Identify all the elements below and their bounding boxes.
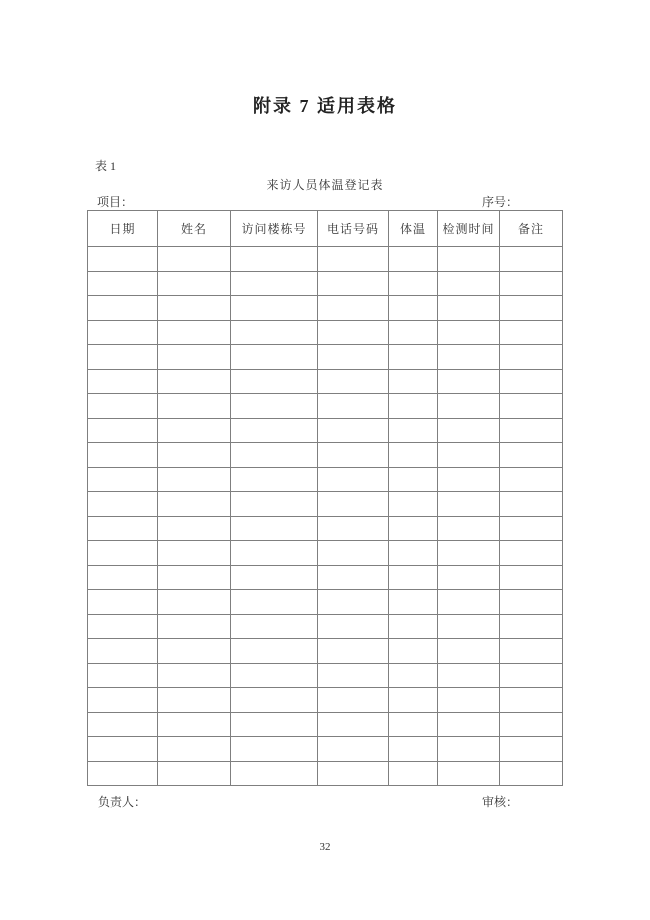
- table-cell: [231, 443, 318, 468]
- table-cell: [500, 443, 563, 468]
- table-cell: [88, 541, 158, 566]
- table-cell: [158, 492, 231, 517]
- table-cell: [88, 271, 158, 296]
- table-cell: [231, 394, 318, 419]
- table-cell: [88, 565, 158, 590]
- table-cell: [389, 565, 438, 590]
- table-row: [88, 467, 563, 492]
- table-cell: [88, 516, 158, 541]
- table-cell: [158, 761, 231, 786]
- table-cell: [438, 663, 500, 688]
- table-row: [88, 320, 563, 345]
- table-cell: [158, 541, 231, 566]
- table-cell: [438, 565, 500, 590]
- table-cell: [389, 761, 438, 786]
- table-cell: [438, 320, 500, 345]
- serial-number-label: 序号：: [482, 195, 519, 209]
- table-row: [88, 565, 563, 590]
- table-cell: [318, 247, 389, 272]
- table-cell: [500, 320, 563, 345]
- table-cell: [438, 761, 500, 786]
- table-cell: [158, 639, 231, 664]
- table-cell: [158, 345, 231, 370]
- table-cell: [231, 369, 318, 394]
- table-cell: [438, 492, 500, 517]
- table-cell: [500, 565, 563, 590]
- table-cell: [500, 761, 563, 786]
- table-cell: [389, 369, 438, 394]
- table-cell: [231, 614, 318, 639]
- table-cell: [318, 394, 389, 419]
- table-cell: [438, 590, 500, 615]
- table-cell: [500, 590, 563, 615]
- table-cell: [500, 247, 563, 272]
- table-cell: [158, 614, 231, 639]
- table-cell: [231, 565, 318, 590]
- table-cell: [88, 418, 158, 443]
- table-cell: [389, 541, 438, 566]
- table-cell: [389, 639, 438, 664]
- table-cell: [158, 590, 231, 615]
- table-cell: [318, 761, 389, 786]
- table-cell: [318, 688, 389, 713]
- review-label: 审核：: [482, 795, 519, 809]
- table-cell: [389, 271, 438, 296]
- table-cell: [231, 467, 318, 492]
- table-row: [88, 247, 563, 272]
- table-cell: [88, 639, 158, 664]
- table-cell: [88, 345, 158, 370]
- table-cell: [318, 296, 389, 321]
- table-row: [88, 394, 563, 419]
- table-cell: [231, 541, 318, 566]
- table-cell: [500, 516, 563, 541]
- table-cell: [438, 271, 500, 296]
- table-cell: [231, 590, 318, 615]
- table-row: [88, 296, 563, 321]
- table-cell: [389, 614, 438, 639]
- table-row: [88, 492, 563, 517]
- table-cell: [231, 639, 318, 664]
- table-number-label: 表 1: [95, 159, 117, 173]
- table-cell: [318, 467, 389, 492]
- table-cell: [500, 394, 563, 419]
- table-cell: [500, 467, 563, 492]
- table-cell: [438, 394, 500, 419]
- table-cell: [158, 688, 231, 713]
- table-cell: [389, 712, 438, 737]
- column-header: 备注: [500, 211, 563, 247]
- table-cell: [158, 271, 231, 296]
- table-body: [88, 247, 563, 786]
- table-cell: [231, 247, 318, 272]
- table-cell: [158, 247, 231, 272]
- table-cell: [158, 712, 231, 737]
- table-cell: [231, 663, 318, 688]
- table-cell: [231, 712, 318, 737]
- table-cell: [158, 296, 231, 321]
- temperature-registration-table: [87, 210, 563, 786]
- table-cell: [88, 663, 158, 688]
- table-cell: [88, 492, 158, 517]
- table-cell: [318, 639, 389, 664]
- table-row: [88, 712, 563, 737]
- table-cell: [500, 663, 563, 688]
- table-cell: [88, 296, 158, 321]
- table-cell: [389, 418, 438, 443]
- table-cell: [500, 639, 563, 664]
- table-cell: [158, 663, 231, 688]
- table-cell: [231, 737, 318, 762]
- table-row: [88, 516, 563, 541]
- column-header: 日期: [88, 211, 158, 247]
- table-cell: [389, 737, 438, 762]
- table-cell: [438, 418, 500, 443]
- table-cell: [88, 443, 158, 468]
- page-number: 32: [319, 841, 331, 853]
- column-header: 电话号码: [318, 211, 389, 247]
- table-cell: [438, 541, 500, 566]
- table-cell: [318, 443, 389, 468]
- table-cell: [389, 590, 438, 615]
- table-cell: [438, 369, 500, 394]
- table-row: [88, 418, 563, 443]
- table-cell: [389, 663, 438, 688]
- table-cell: [389, 394, 438, 419]
- table-cell: [158, 565, 231, 590]
- table-cell: [438, 296, 500, 321]
- table-cell: [500, 271, 563, 296]
- table-cell: [389, 492, 438, 517]
- table-cell: [88, 247, 158, 272]
- table-row: [88, 688, 563, 713]
- table-cell: [318, 541, 389, 566]
- table-cell: [389, 296, 438, 321]
- table-cell: [389, 247, 438, 272]
- column-header: 访问楼栋号: [231, 211, 318, 247]
- table-cell: [500, 688, 563, 713]
- table-cell: [231, 688, 318, 713]
- table-cell: [438, 712, 500, 737]
- table-header-row: [88, 211, 563, 247]
- table-cell: [500, 737, 563, 762]
- table-cell: [158, 443, 231, 468]
- table-cell: [438, 516, 500, 541]
- table-cell: [389, 443, 438, 468]
- table-cell: [500, 712, 563, 737]
- table-cell: [158, 516, 231, 541]
- table-cell: [158, 320, 231, 345]
- table-cell: [500, 418, 563, 443]
- table-cell: [389, 688, 438, 713]
- table-cell: [318, 492, 389, 517]
- table-cell: [88, 688, 158, 713]
- table-row: [88, 369, 563, 394]
- table-cell: [500, 492, 563, 517]
- table-cell: [88, 590, 158, 615]
- table-cell: [500, 614, 563, 639]
- table-cell: [88, 369, 158, 394]
- table-cell: [389, 320, 438, 345]
- table-cell: [318, 369, 389, 394]
- table-cell: [88, 467, 158, 492]
- table-cell: [389, 345, 438, 370]
- table-cell: [88, 712, 158, 737]
- table-cell: [158, 418, 231, 443]
- table-cell: [438, 467, 500, 492]
- table-cell: [318, 418, 389, 443]
- table-row: [88, 614, 563, 639]
- responsible-person-label: 负责人：: [98, 795, 147, 809]
- table-cell: [318, 565, 389, 590]
- table-cell: [88, 737, 158, 762]
- table-cell: [318, 663, 389, 688]
- table-cell: [438, 345, 500, 370]
- table-cell: [438, 639, 500, 664]
- table-cell: [231, 320, 318, 345]
- table-row: [88, 443, 563, 468]
- table-row: [88, 345, 563, 370]
- table-cell: [438, 247, 500, 272]
- table-cell: [318, 271, 389, 296]
- table-cell: [500, 296, 563, 321]
- column-header: 姓名: [158, 211, 231, 247]
- table-cell: [158, 369, 231, 394]
- table-row: [88, 271, 563, 296]
- table-cell: [231, 761, 318, 786]
- table-cell: [158, 467, 231, 492]
- table-cell: [500, 345, 563, 370]
- column-header: 检测时间: [438, 211, 500, 247]
- project-label: 项目：: [97, 195, 134, 209]
- appendix-title: 附录 7 适用表格: [253, 96, 397, 116]
- column-header: 体温: [389, 211, 438, 247]
- table-cell: [318, 614, 389, 639]
- table-cell: [438, 688, 500, 713]
- table-cell: [318, 712, 389, 737]
- table-cell: [158, 737, 231, 762]
- table-row: [88, 639, 563, 664]
- table-cell: [158, 394, 231, 419]
- table-cell: [231, 345, 318, 370]
- table-cell: [438, 614, 500, 639]
- table-cell: [318, 590, 389, 615]
- table-row: [88, 761, 563, 786]
- table-cell: [389, 516, 438, 541]
- table-cell: [438, 737, 500, 762]
- table-cell: [88, 394, 158, 419]
- table-row: [88, 737, 563, 762]
- table-cell: [318, 516, 389, 541]
- table-cell: [88, 614, 158, 639]
- table-cell: [438, 443, 500, 468]
- table-row: [88, 541, 563, 566]
- table-cell: [389, 467, 438, 492]
- table-cell: [318, 345, 389, 370]
- table-cell: [318, 320, 389, 345]
- table-cell: [231, 516, 318, 541]
- table-cell: [318, 737, 389, 762]
- table-cell: [500, 369, 563, 394]
- table-cell: [88, 320, 158, 345]
- table-row: [88, 663, 563, 688]
- table-row: [88, 590, 563, 615]
- table-cell: [88, 761, 158, 786]
- form-title: 来访人员体温登记表: [266, 178, 384, 192]
- table-cell: [231, 492, 318, 517]
- table-cell: [231, 418, 318, 443]
- table-cell: [231, 296, 318, 321]
- table-cell: [231, 271, 318, 296]
- table-cell: [500, 541, 563, 566]
